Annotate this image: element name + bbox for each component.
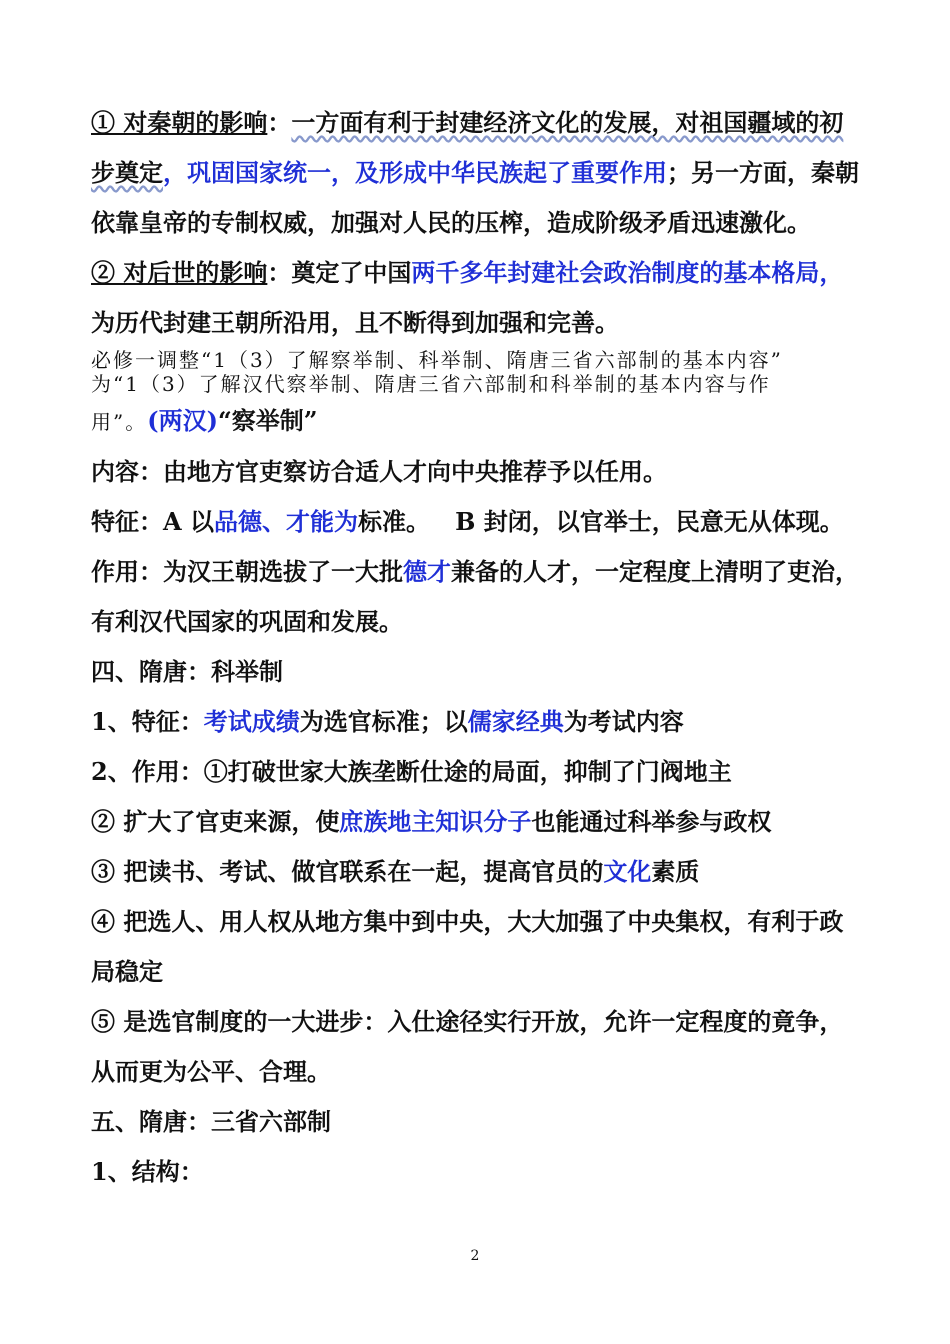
- paragraph-qin-influence: ① 对秦朝的影响：一方面有利于封建经济文化的发展，对祖国疆域的初步奠定，巩固国家统一，及形成中华民族起了重要作用；另一方面，秦朝依靠皇帝的专制权威，加强对人民的压榨，造成阶级矛盾迅速激化。: [91, 108, 859, 237]
- highlight-text: 品德、才能为: [213, 507, 358, 536]
- chaju-content: 内容：由地方官吏察访合适人才向中央推荐予以任用。: [91, 457, 667, 486]
- later-influence-label: ② 对后世的影响: [91, 258, 268, 287]
- keju-role-3: ③ 把读书、考试、做官联系在一起，提高官员的文化素质: [91, 857, 700, 886]
- han-dynasty-label: (两汉): [147, 406, 218, 435]
- highlight-text: 德才: [403, 557, 451, 586]
- section-heading-keju: 四、隋唐：科举制: [91, 657, 283, 686]
- chaju-role: 作用：为汉王朝选拔了一大批德才兼备的人才，一定程度上清明了吏治，有利汉代国家的巩固和发展。: [91, 557, 859, 636]
- curriculum-note: 必修一调整“1（3）了解察举制、科举制、隋唐三省六部制的基本内容” 为“1（3）了解汉代察举制、隋唐三省六部制和科举制的基本内容与作: [91, 348, 783, 396]
- highlight-text: 庶族地主知识分子: [339, 807, 532, 836]
- keju-role-2: ② 扩大了官吏来源，使庶族地主知识分子也能通过科举参与政权: [91, 807, 772, 836]
- highlight-text: ，巩固国家统一，及形成中华民族起了重要作用: [163, 158, 667, 187]
- sansheng-structure: 1、结构：: [91, 1157, 204, 1186]
- qin-influence-label: ① 对秦朝的影响: [91, 108, 268, 137]
- highlight-text: 考试成绩: [203, 707, 300, 736]
- chaju-feature: 特征：A 以品德、才能为标准。 B 封闭，以官举士，民意无从体现。: [91, 507, 844, 536]
- chaju-title: “察举制”: [217, 406, 318, 435]
- keju-role-1: 2、作用：①打破世家大族垄断仕途的局面，抑制了门阀地主: [91, 757, 732, 786]
- section-heading-sansheng: 五、隋唐：三省六部制: [91, 1107, 331, 1136]
- document-body: [91, 98, 861, 1197]
- highlight-text: 文化: [603, 857, 652, 886]
- paragraph-later-influence: ② 对后世的影响：奠定了中国两千多年封建社会政治制度的基本格局，为历代封建王朝所沿用，且不断得到加强和完善。: [91, 258, 844, 337]
- highlight-text: 儒家经典: [467, 707, 564, 736]
- highlight-text: 两千多年封建社会政治制度的基本格局，: [411, 258, 844, 287]
- keju-role-5: ⑤ 是选官制度的一大进步：入仕途径实行开放，允许一定程度的竟争，从而更为公平、合理。: [91, 1007, 844, 1086]
- page-number: 2: [470, 1248, 480, 1264]
- keju-feature: 1、特征：考试成绩为选官标准；以儒家经典为考试内容: [91, 707, 684, 736]
- keju-role-4: ④ 把选人、用人权从地方集中到中央，大大加强了中央集权，有利于政局稳定: [91, 907, 844, 986]
- chaju-heading: 用”。(两汉)“察举制”: [91, 406, 318, 435]
